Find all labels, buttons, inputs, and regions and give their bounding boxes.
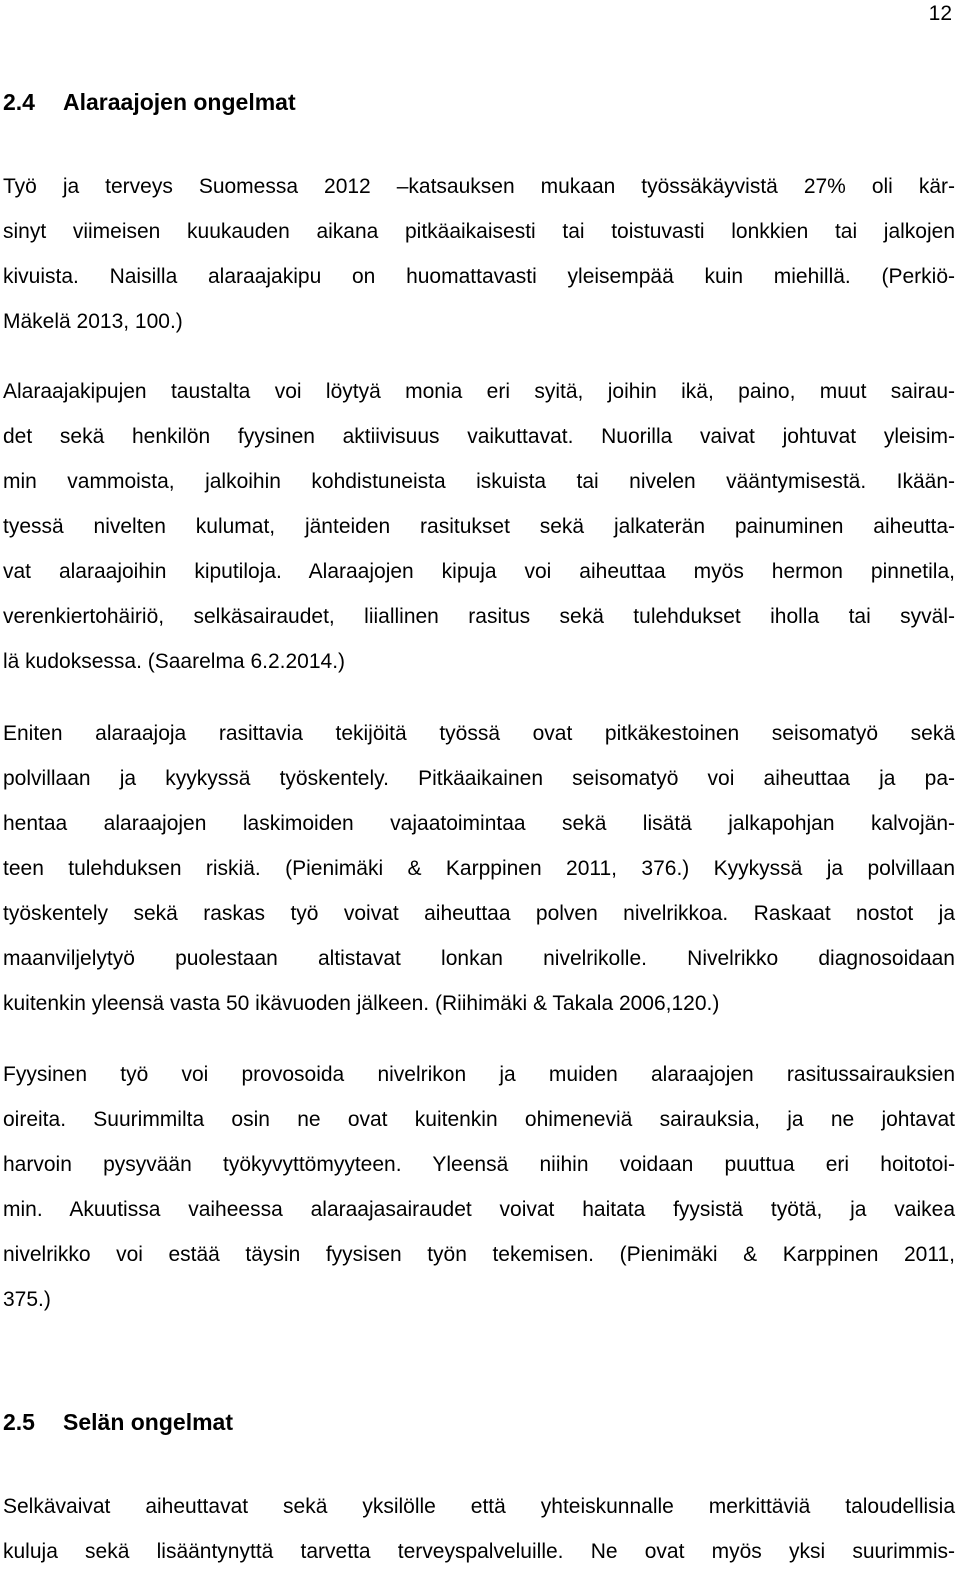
text-line: työskentely sekä raskas työ voivat aiheuttaa polven nivelrikkoa. Raskaat nostot ja [3,902,955,925]
text-line: Selkävaivat aiheuttavat sekä yksilölle että yhteiskunnalle merkittäviä taloudellisia [3,1495,955,1518]
paragraph [3,369,955,684]
text-line: Alaraajakipujen taustalta voi löytyä monia eri syitä, joihin ikä, paino, muut sairau- [3,380,955,403]
section-number: 2.5 [3,1409,35,1435]
text-line: verenkiertohäiriö, selkäsairaudet, liiallinen rasitus sekä tulehdukset iholla tai syväl- [3,605,955,628]
text-line: Mäkelä 2013, 100.) [3,310,183,333]
page-number: 12 [928,2,952,25]
text-line: min. Akuutissa vaiheessa alaraajasairaudet voivat haitata fyysistä työtä, ja vaikea [3,1198,955,1221]
text-line: polvillaan ja kyykyssä työskentely. Pitkäaikainen seisomatyö voi aiheuttaa ja pa- [3,767,955,790]
text-line: teen tulehduksen riskiä. (Pienimäki & Karppinen 2011, 376.) Kyykyssä ja polvillaan [3,857,955,880]
text-line: oireita. Suurimmilta osin ne ovat kuitenkin ohimeneviä sairauksia, ja ne johtavat [3,1108,955,1131]
text-line: kivuista. Naisilla alaraajakipu on huomattavasti yleisempää kuin miehillä. (Perkiö- [3,265,955,288]
text-line: sinyt viimeisen kuukauden aikana pitkäaikaisesti tai toistuvasti lonkkien tai jalkojen [3,220,955,243]
text-line: kuitenkin yleensä vasta 50 ikävuoden jälkeen. (Riihimäki & Takala 2006,120.) [3,992,720,1015]
text-line: hentaa alaraajojen laskimoiden vajaatoimintaa sekä lisätä jalkapohjan kalvojän- [3,812,955,835]
text-line: tyessä nivelten kulumat, jänteiden rasitukset sekä jalkaterän painuminen aiheutta- [3,515,955,538]
text-line: det sekä henkilön fyysinen aktiivisuus vaikuttavat. Nuorilla vaivat johtuvat yleisim- [3,425,955,448]
text-line: 375.) [3,1288,51,1311]
paragraph [3,1484,955,1574]
text-line: Työ ja terveys Suomessa 2012 –katsauksen mukaan työssäkäyvistä 27% oli kär- [3,175,955,198]
text-line: lä kudoksessa. (Saarelma 6.2.2014.) [3,650,346,673]
text-line: vat alaraajoihin kiputiloja. Alaraajojen kipuja voi aiheuttaa myös hermon pinnetila, [3,560,955,583]
section-title: Alaraajojen ongelmat [63,89,296,115]
text-line: Fyysinen työ voi provosoida nivelrikon ja muiden alaraajojen rasitussairauksien [3,1063,955,1086]
section-heading-2-5 [3,1407,233,1437]
text-line: nivelrikko voi estää täysin fyysisen työn tekemisen. (Pienimäki & Karppinen 2011, [3,1243,955,1266]
text-line: kuluja sekä lisääntynyttä tarvetta terveyspalveluille. Ne ovat myös yksi suurimmis- [3,1540,955,1563]
text-line: maanviljelytyö puolestaan altistavat lonkan nivelrikolle. Nivelrikko diagnosoidaan [3,947,955,970]
paragraph [3,164,955,344]
text-line: Eniten alaraajoja rasittavia tekijöitä työssä ovat pitkäkestoinen seisomatyö sekä [3,722,955,745]
text-line: harvoin pysyvään työkyvyttömyyteen. Yleensä niihin voidaan puuttua eri hoitotoi- [3,1153,955,1176]
section-heading-2-4 [3,87,296,117]
paragraph [3,711,955,1026]
text-line: min vammoista, jalkoihin kohdistuneista iskuista tai nivelen vääntymisestä. Ikään- [3,470,955,493]
section-number: 2.4 [3,89,35,115]
section-title: Selän ongelmat [63,1409,233,1435]
paragraph [3,1052,955,1322]
